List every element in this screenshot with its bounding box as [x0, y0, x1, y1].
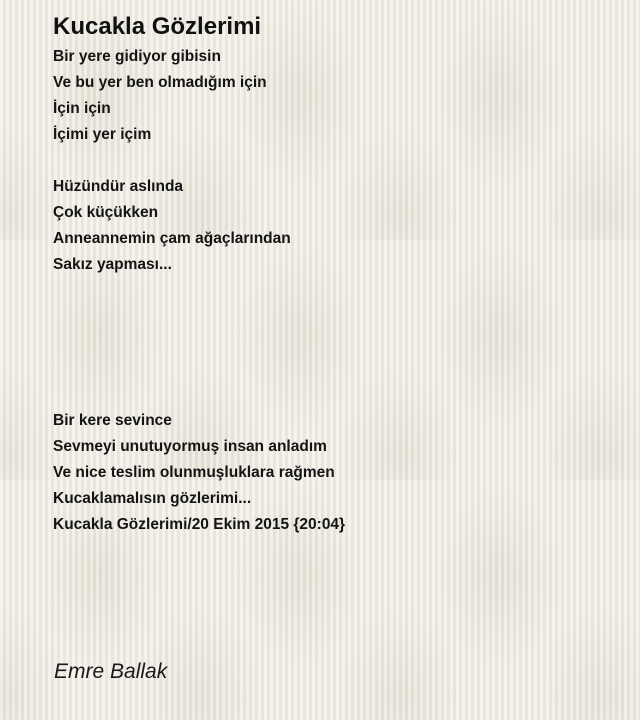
- poem-content: [53, 10, 623, 538]
- poem-line: Kucaklamalısın gözlerimi...: [53, 490, 252, 507]
- poem-line: Sevmeyi unutuyormuş insan anladım: [53, 438, 327, 455]
- poem-stanza-3: [53, 408, 623, 538]
- stanza-spacer: [53, 148, 623, 174]
- poem-stanza-1: [53, 44, 623, 148]
- poem-line: İçimi yer içim: [53, 126, 152, 143]
- poem-line: Kucakla Gözlerimi/20 Ekim 2015 {20:04}: [53, 516, 346, 533]
- poem-line: Anneannemin çam ağaçlarından: [53, 230, 291, 247]
- poem-stanza-2: [53, 174, 623, 278]
- poem-title: Kucakla Gözlerimi: [53, 13, 262, 40]
- poem-line: İçin için: [53, 100, 111, 117]
- poem-author: Emre Ballak: [54, 660, 168, 683]
- poem-line: Ve nice teslim olunmuşluklara rağmen: [53, 464, 335, 481]
- stanza-spacer: [53, 278, 623, 408]
- poem-line: Ve bu yer ben olmadığım için: [53, 74, 267, 91]
- poem-line: Çok küçükken: [53, 204, 159, 221]
- poem-line: Bir kere sevince: [53, 412, 172, 429]
- poem-line: Sakız yapması...: [53, 256, 172, 273]
- poem-line: Bir yere gidiyor gibisin: [53, 48, 221, 65]
- poem-line: Hüzündür aslında: [53, 178, 184, 195]
